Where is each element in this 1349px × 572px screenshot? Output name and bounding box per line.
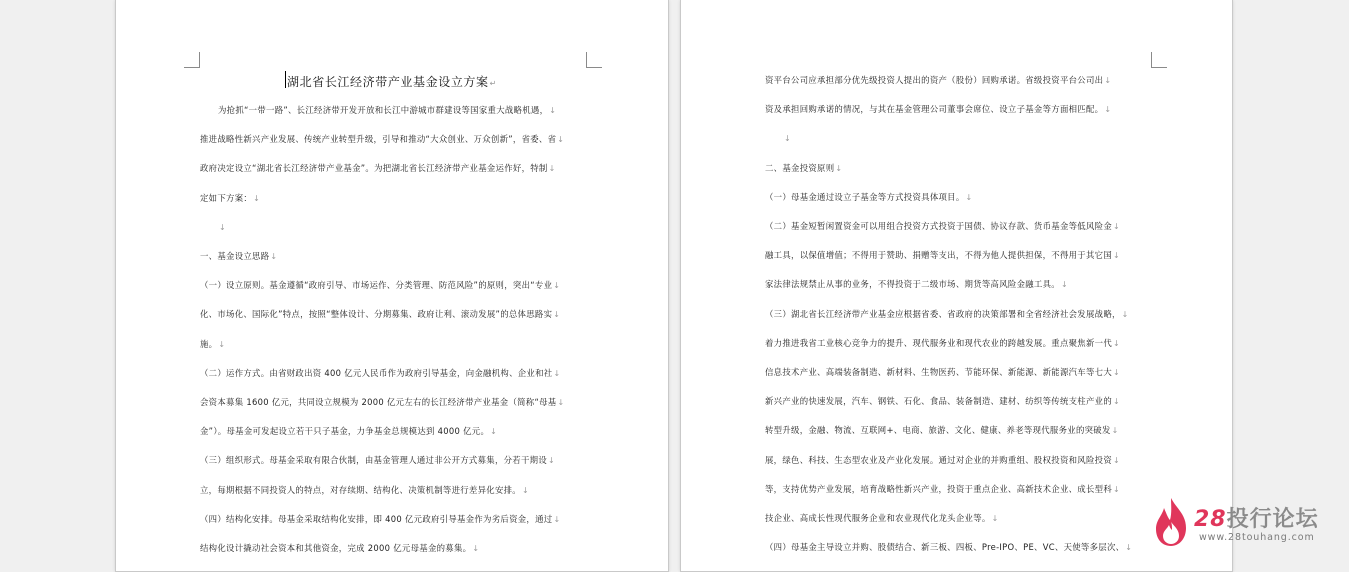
- document-line[interactable]: [765, 221, 1120, 232]
- line-break-mark-icon: ↓: [1060, 280, 1068, 290]
- line-break-mark-icon: ↓: [270, 252, 278, 261]
- document-line[interactable]: [765, 542, 1132, 553]
- line-text: （一）设立原则。基金遵循“政府引导、市场运作、分类管理、防范风险”的原则，突出“专业: [200, 280, 553, 291]
- document-line[interactable]: [200, 426, 497, 437]
- line-break-mark-icon: ↓: [557, 398, 565, 407]
- line-break-mark-icon: ↓: [553, 281, 561, 291]
- line-break-mark-icon: ↓: [1113, 251, 1121, 261]
- document-page-right[interactable]: [680, 0, 1233, 572]
- line-text: 等，支持优势产业发展，培育战略性新兴产业，投资于重点企业、高新技术企业、成长型科: [765, 483, 1112, 494]
- line-text: （三）组织形式。母基金采取有限合伙制，由基金管理人通过非公开方式募集，分若干期设: [200, 455, 547, 466]
- margin-corner-top-right: [1151, 52, 1167, 68]
- line-break-mark-icon: ↓: [1104, 105, 1112, 115]
- line-break-mark-icon: ↓: [1113, 222, 1121, 231]
- document-line[interactable]: [218, 222, 226, 233]
- line-text: 结构化设计撬动社会资本和其他资金，完成 2000 亿元母基金的募集。: [200, 543, 472, 553]
- line-text: 技企业、高成长性现代服务企业和农业现代化龙头企业等。: [765, 513, 991, 523]
- document-line[interactable]: [200, 134, 564, 145]
- line-break-mark-icon: ↓: [1113, 455, 1121, 465]
- line-text: 着力推进我省工业核心竞争力的提升、现代服务业和现代农业的跨越发展。重点聚焦新一代: [765, 337, 1112, 348]
- document-title-text: 湖北省长江经济带产业基金设立方案: [287, 75, 489, 89]
- flame-logo-icon: [1152, 496, 1190, 548]
- document-line[interactable]: [200, 163, 556, 174]
- document-line[interactable]: [200, 339, 225, 350]
- line-break-mark-icon: ↓: [1125, 543, 1133, 553]
- line-text: 二、基金投资原则: [765, 162, 835, 173]
- document-line[interactable]: [783, 133, 791, 144]
- document-line[interactable]: [200, 455, 555, 466]
- line-text: （四）结构化安排。母基金采取结构化安排，即 400 亿元政府引导基金作为劣后资金，通过: [200, 513, 553, 524]
- line-text: 资及承担回购承诺的情况，与其在基金管理公司董事会席位、设立子基金等方面相匹配。: [765, 104, 1104, 115]
- line-text: 一、基金设立思路: [200, 251, 270, 261]
- line-text: 为抢抓“一带一路”、长江经济带开发开放和长江中游城市群建设等国家重大战略机遇，: [218, 105, 549, 115]
- watermark-url: www.28touhang.com: [1199, 532, 1315, 543]
- line-break-mark-icon: ↓: [557, 135, 565, 145]
- line-text: （二）基金短暂闲置资金可以用组合投资方式投资于国债、协议存款、货币基金等低风险金: [765, 221, 1112, 231]
- line-text: 家法律法规禁止从事的业务，不得投资于二级市场、期货等高风险金融工具。: [765, 279, 1060, 290]
- line-break-mark-icon: ↓: [784, 134, 792, 144]
- document-line[interactable]: [200, 543, 479, 554]
- line-text: 立，每期根据不同投资人的特点，对存续期、结构化、决策机制等进行差异化安排。: [200, 484, 521, 495]
- document-line[interactable]: [765, 513, 999, 524]
- line-text: 化、市场化、国际化”特点，按照“整体设计、分期募集、政府让利、滚动发展”的总体思路实: [200, 309, 553, 320]
- line-break-mark-icon: ↓: [548, 164, 556, 174]
- document-line[interactable]: [765, 309, 1129, 320]
- site-watermark: [1152, 494, 1342, 550]
- document-page-left[interactable]: [115, 0, 669, 572]
- margin-corner-top-right: [586, 52, 602, 68]
- paragraph-mark-icon: ↵: [489, 79, 497, 88]
- document-line[interactable]: [200, 397, 564, 408]
- document-line[interactable]: [200, 193, 260, 204]
- document-line[interactable]: [765, 338, 1120, 349]
- line-break-mark-icon: ↓: [548, 456, 556, 466]
- document-line[interactable]: [200, 309, 560, 320]
- section-heading[interactable]: [200, 251, 277, 262]
- document-line[interactable]: [765, 367, 1120, 378]
- document-line[interactable]: [200, 280, 560, 291]
- line-break-mark-icon: ↓: [553, 368, 561, 378]
- document-line[interactable]: [765, 396, 1120, 407]
- line-break-mark-icon: ↓: [472, 544, 480, 553]
- document-line[interactable]: [765, 279, 1068, 290]
- line-text: 推进战略性新兴产业发展、传统产业转型升级，引导和推动“大众创业、万众创新”，省委、省: [200, 134, 557, 145]
- line-text: 定如下方案：: [200, 192, 253, 203]
- line-break-mark-icon: ↓: [218, 339, 226, 349]
- line-break-mark-icon: ↓: [549, 106, 557, 115]
- document-line[interactable]: [200, 514, 560, 525]
- line-text: 展，绿色、科技、生态型农业及产业化发展。通过对企业的并购重组、股权投资和风险投资: [765, 454, 1112, 465]
- section-heading[interactable]: [765, 163, 842, 174]
- line-text: 会资本募集 1600 亿元，共同设立规模为 2000 亿元左右的长江经济带产业基金（简称“母基: [200, 397, 557, 407]
- document-line[interactable]: [765, 104, 1111, 115]
- line-text: 融工具，以保值增值；不得用于赞助、捐赠等支出，不得为他人提供担保，不得用于其它国: [765, 250, 1112, 261]
- line-break-mark-icon: ↓: [835, 163, 843, 173]
- document-line[interactable]: [765, 484, 1120, 495]
- document-line[interactable]: [765, 455, 1120, 466]
- line-text: 新兴产业的快速发展，汽车、钢铁、石化、食品、装备制造、建材、纺织等传统支柱产业的: [765, 396, 1112, 407]
- text-cursor: [285, 71, 286, 88]
- document-line[interactable]: [765, 75, 1111, 86]
- line-text: 转型升级，金融、物流、互联网+、电商、旅游、文化、健康、养老等现代服务业的突破发: [765, 425, 1111, 436]
- line-break-mark-icon: ↓: [219, 222, 227, 232]
- margin-corner-top-left: [184, 52, 200, 68]
- line-break-mark-icon: ↓: [965, 192, 973, 202]
- watermark-brand-number: 28: [1194, 507, 1227, 532]
- line-break-mark-icon: ↓: [521, 485, 529, 495]
- line-break-mark-icon: ↓: [1113, 397, 1121, 407]
- line-text: 信息技术产业、高端装备制造、新材料、生物医药、节能环保、新能源、新能源汽车等七大: [765, 367, 1112, 377]
- line-break-mark-icon: ↓: [490, 427, 498, 437]
- watermark-brand-text: 投行论坛: [1226, 507, 1319, 532]
- line-break-mark-icon: ↓: [991, 514, 999, 523]
- line-break-mark-icon: ↓: [1111, 426, 1119, 436]
- line-text: （二）运作方式。由省财政出资 400 亿元人民币作为政府引导基金，向金融机构、企业和社: [200, 367, 553, 378]
- line-text: （三）湖北省长江经济带产业基金应根据省委、省政府的决策部署和全省经济社会发展战略，: [765, 308, 1121, 319]
- line-break-mark-icon: ↓: [253, 193, 261, 203]
- watermark-brand: [1194, 502, 1319, 533]
- document-line[interactable]: [218, 105, 556, 116]
- line-break-mark-icon: ↓: [1113, 338, 1121, 348]
- line-text: （一）母基金通过设立子基金等方式投资具体项目。: [765, 191, 965, 202]
- line-break-mark-icon: ↓: [1104, 76, 1112, 85]
- document-title: [116, 73, 668, 90]
- line-break-mark-icon: ↓: [1113, 484, 1121, 494]
- line-break-mark-icon: ↓: [553, 514, 561, 524]
- line-text: 资平台公司应承担部分优先级投资人提出的资产（股份）回购承诺。省级投资平台公司出: [765, 75, 1104, 85]
- document-line[interactable]: [200, 368, 560, 379]
- line-break-mark-icon: ↓: [553, 310, 561, 320]
- document-line[interactable]: [765, 250, 1120, 261]
- line-text: 金”）。母基金可发起设立若干只子基金，力争基金总规模达到 4000 亿元。: [200, 426, 490, 437]
- document-line[interactable]: [200, 485, 529, 496]
- line-break-mark-icon: ↓: [1113, 368, 1121, 377]
- document-line[interactable]: [765, 192, 973, 203]
- line-break-mark-icon: ↓: [1121, 309, 1129, 319]
- line-text: 施。: [200, 338, 218, 349]
- line-text: （四）母基金主导设立并购、股债结合、新三板、四板、Pre-IPO、PE、VC、天使等多层次、: [765, 542, 1125, 553]
- line-text: 政府决定设立“湖北省长江经济带产业基金”。为把湖北省长江经济带产业基金运作好，特制: [200, 163, 548, 174]
- document-line[interactable]: [765, 425, 1119, 436]
